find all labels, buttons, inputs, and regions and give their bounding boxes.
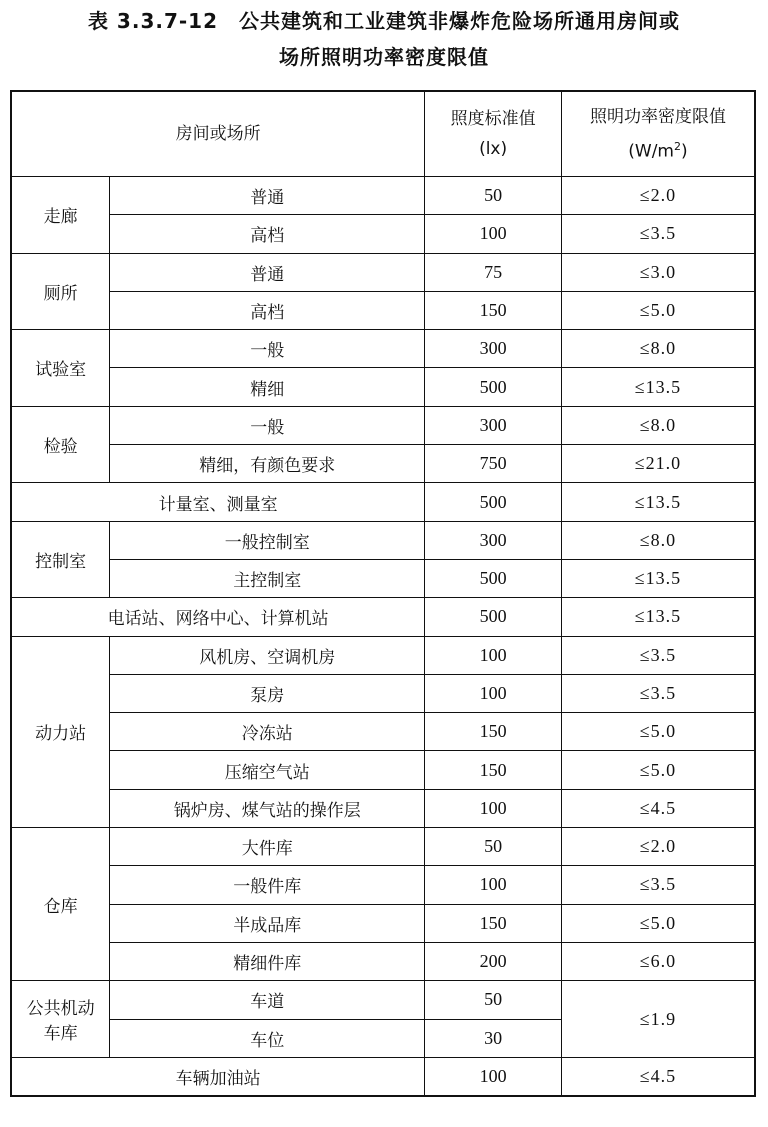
power-density-cell: ≤2.0 [561, 828, 755, 866]
full-row-label: 计量室、测量室 [11, 483, 425, 521]
full-row-label: 车辆加油站 [11, 1057, 425, 1096]
illuminance-cell: 750 [425, 445, 562, 483]
sub-cell: 主控制室 [110, 559, 425, 597]
table-row [11, 828, 755, 866]
sub-cell: 普通 [110, 253, 425, 291]
power-density-cell: ≤13.5 [561, 559, 755, 597]
sub-cell: 一般控制室 [110, 521, 425, 559]
power-density-cell: ≤13.5 [561, 483, 755, 521]
full-row-label: 电话站、网络中心、计算机站 [11, 598, 425, 636]
unit-prefix: (W/m [628, 141, 674, 162]
table-row [11, 330, 755, 368]
illuminance-cell: 30 [425, 1019, 562, 1057]
power-density-cell: ≤13.5 [561, 598, 755, 636]
unit-suffix: ) [681, 141, 688, 162]
table-row [11, 713, 755, 751]
sub-cell: 压缩空气站 [110, 751, 425, 789]
power-density-cell: ≤6.0 [561, 942, 755, 980]
sub-cell: 精细 [110, 368, 425, 406]
header-illuminance [425, 91, 562, 177]
table-row [11, 368, 755, 406]
table-row [11, 942, 755, 980]
power-density-cell: ≤8.0 [561, 406, 755, 444]
illuminance-cell: 150 [425, 713, 562, 751]
table-row [11, 674, 755, 712]
table-row [11, 866, 755, 904]
illuminance-cell: 100 [425, 1057, 562, 1096]
illuminance-cell: 100 [425, 215, 562, 253]
table-row [11, 981, 755, 1019]
illuminance-cell: 50 [425, 828, 562, 866]
header-room: 房间或场所 [11, 91, 425, 177]
table-row [11, 789, 755, 827]
illuminance-cell: 300 [425, 406, 562, 444]
sub-cell: 高档 [110, 291, 425, 329]
power-density-cell: ≤8.0 [561, 521, 755, 559]
table-row [11, 483, 755, 521]
group-cell: 仓库 [11, 828, 110, 981]
power-density-cell: ≤8.0 [561, 330, 755, 368]
power-density-cell: ≤3.5 [561, 215, 755, 253]
illuminance-cell: 200 [425, 942, 562, 980]
table-row [11, 521, 755, 559]
unit-superscript: 2 [674, 139, 681, 153]
power-density-cell: ≤13.5 [561, 368, 755, 406]
header-power-density-label: 照明功率密度限值 [589, 106, 726, 127]
table-row [11, 751, 755, 789]
illuminance-cell: 75 [425, 253, 562, 291]
power-density-cell: ≤21.0 [561, 445, 755, 483]
power-density-cell: ≤4.5 [561, 1057, 755, 1096]
group-label-line2: 车库 [43, 1024, 78, 1045]
illuminance-cell: 500 [425, 483, 562, 521]
power-density-cell: ≤5.0 [561, 291, 755, 329]
table-title: 表 3.3.7-12 公共建筑和工业建筑非爆炸危险场所通用房间或 [87, 9, 681, 33]
power-density-cell: ≤4.5 [561, 789, 755, 827]
group-cell: 动力站 [11, 636, 110, 827]
illuminance-cell: 100 [425, 636, 562, 674]
illuminance-cell: 500 [425, 368, 562, 406]
sub-cell: 一般 [110, 406, 425, 444]
power-density-cell: ≤2.0 [561, 177, 755, 215]
power-density-cell: ≤5.0 [561, 751, 755, 789]
group-cell: 厕所 [11, 253, 110, 330]
table-row [11, 559, 755, 597]
illuminance-cell: 50 [425, 981, 562, 1019]
table-row [11, 177, 755, 215]
illuminance-cell: 150 [425, 904, 562, 942]
sub-cell: 大件库 [110, 828, 425, 866]
sub-cell: 精细件库 [110, 942, 425, 980]
sub-cell: 高档 [110, 215, 425, 253]
group-cell [11, 981, 110, 1058]
group-cell: 控制室 [11, 521, 110, 598]
sub-cell: 冷冻站 [110, 713, 425, 751]
power-density-cell: ≤1.9 [561, 981, 755, 1058]
lighting-power-density-table [10, 90, 756, 1097]
sub-cell: 普通 [110, 177, 425, 215]
illuminance-cell: 50 [425, 177, 562, 215]
header-illuminance-unit: (lx) [479, 139, 508, 159]
table-row [11, 215, 755, 253]
power-density-cell: ≤3.5 [561, 866, 755, 904]
sub-cell: 车道 [110, 981, 425, 1019]
table-container [10, 90, 756, 1097]
power-density-cell: ≤3.5 [561, 674, 755, 712]
power-density-cell: ≤5.0 [561, 904, 755, 942]
table-row [11, 253, 755, 291]
group-cell: 走廊 [11, 177, 110, 254]
power-density-cell: ≤5.0 [561, 713, 755, 751]
table-row [11, 598, 755, 636]
sub-cell: 一般 [110, 330, 425, 368]
table-subtitle: 场所照明功率密度限值 [279, 45, 489, 69]
table-row [11, 904, 755, 942]
sub-cell: 车位 [110, 1019, 425, 1057]
sub-cell: 精细，有颜色要求 [110, 445, 425, 483]
header-illuminance-label: 照度标准值 [450, 109, 536, 129]
table-row [11, 636, 755, 674]
illuminance-cell: 500 [425, 598, 562, 636]
sub-cell: 泵房 [110, 674, 425, 712]
group-cell: 检验 [11, 406, 110, 483]
illuminance-cell: 100 [425, 674, 562, 712]
table-row [11, 291, 755, 329]
group-cell: 试验室 [11, 330, 110, 407]
table-header-row [11, 91, 755, 177]
table-row [11, 1057, 755, 1096]
illuminance-cell: 100 [425, 866, 562, 904]
illuminance-cell: 150 [425, 751, 562, 789]
header-power-density-unit [562, 132, 754, 167]
sub-cell: 锅炉房、煤气站的操作层 [110, 789, 425, 827]
table-row [11, 445, 755, 483]
sub-cell: 风机房、空调机房 [110, 636, 425, 674]
group-label-line1: 公共机动 [26, 999, 95, 1020]
sub-cell: 一般件库 [110, 866, 425, 904]
sub-cell: 半成品库 [110, 904, 425, 942]
power-density-cell: ≤3.0 [561, 253, 755, 291]
header-power-density [561, 91, 755, 177]
illuminance-cell: 300 [425, 330, 562, 368]
illuminance-cell: 150 [425, 291, 562, 329]
illuminance-cell: 300 [425, 521, 562, 559]
illuminance-cell: 500 [425, 559, 562, 597]
table-caption [0, 0, 768, 74]
illuminance-cell: 100 [425, 789, 562, 827]
power-density-cell: ≤3.5 [561, 636, 755, 674]
table-row [11, 406, 755, 444]
